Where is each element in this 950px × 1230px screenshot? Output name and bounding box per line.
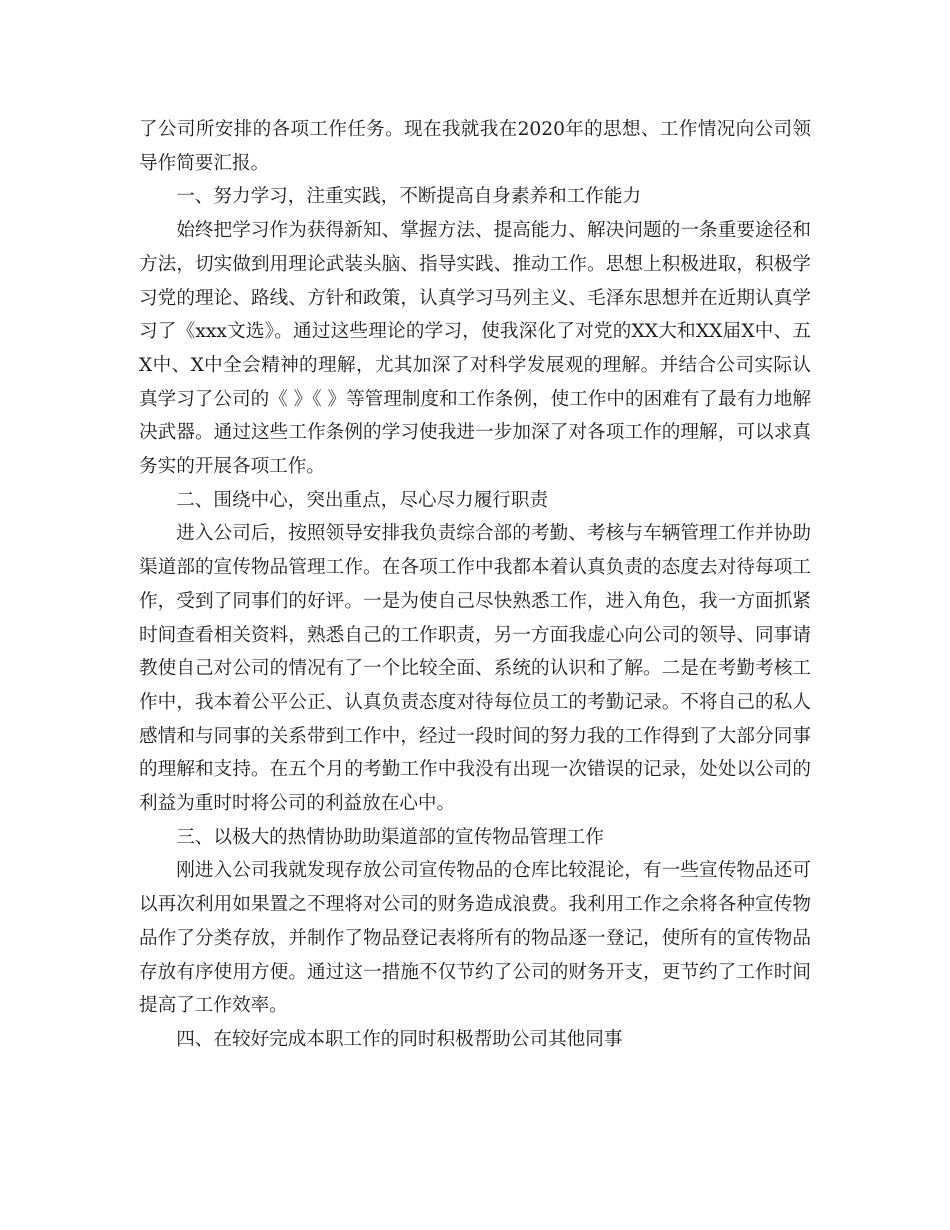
paragraph-duties: 进入公司后，按照领导安排我负责综合部的考勤、考核与车辆管理工作并协助渠道部的宣传物品管理工作。在各项工作中我都本着认真负责的态度去对待每项工作，受到了同事们的好评。一是为使自己尽快熟悉工作，进入角色，我一方面抓紧时间查看相关资料，熟悉自己的工作职责，另一方面我虚心向公司的领导、同事请教使自己对公司的情况有了一个比较全面、系统的认识和了解。二是在考勤考核工作中，我本着公平公正、认真负责态度对待每位员工的考勤记录。不将自己的私人感情和与同事的关系带到工作中，经过一段时间的努力我的工作得到了大部分同事的理解和支持。在五个月的考勤工作中我没有出现一次错误的记录，处处以公司的利益为重时时将公司的利益放在心中。 (139, 523, 811, 815)
paragraph-study: 始终把学习作为获得新知、掌握方法、提高能力、解决问题的一条重要途径和方法，切实做到用理论武装头脑、指导实践、推动工作。思想上积极进取，积极学习党的理论、路线、方针和政策，认真学习马列主义、毛泽东思想并在近期认真学习了《xxx文选》。通过这些理论的学习，使我深化了对党的XX大和XX届X中、五X中、X中全会精神的理解，尤其加深了对科学发展观的理解。并结合公司实际认真学习了公司的《 》《 》等管理制度和工作条例，使工作中的困难有了最有力地解决武器。通过这些工作条例的学习使我进一步加深了对各项工作的理解，可以求真务实的开展各项工作。 (139, 220, 811, 478)
document-body (139, 113, 811, 1057)
section-heading-4: 四、在较好完成本职工作的同时积极帮助公司其他同事 (176, 1028, 623, 1050)
section-heading-1: 一、努力学习，注重实践，不断提高自身素养和工作能力 (176, 186, 642, 208)
section-heading-2: 二、围绕中心，突出重点，尽心尽力履行职责 (176, 489, 549, 511)
section-heading-3: 三、以极大的热情协助助渠道部的宣传物品管理工作 (176, 826, 604, 848)
paragraph-materials: 刚进入公司我就发现存放公司宣传物品的仓库比较混论，有一些宣传物品还可以再次利用如果置之不理将对公司的财务造成浪费。我利用工作之余将各种宣传物品作了分类存放，并制作了物品登记表将所有的物品逐一登记，使所有的宣传物品存放有序使用方便。通过这一措施不仅节约了公司的财务开支，更节约了工作时间提高了工作效率。 (139, 860, 811, 1017)
paragraph-intro-continuation: 了公司所安排的各项工作任务。现在我就我在2020年的思想、工作情况向公司领导作简要汇报。 (139, 119, 811, 174)
